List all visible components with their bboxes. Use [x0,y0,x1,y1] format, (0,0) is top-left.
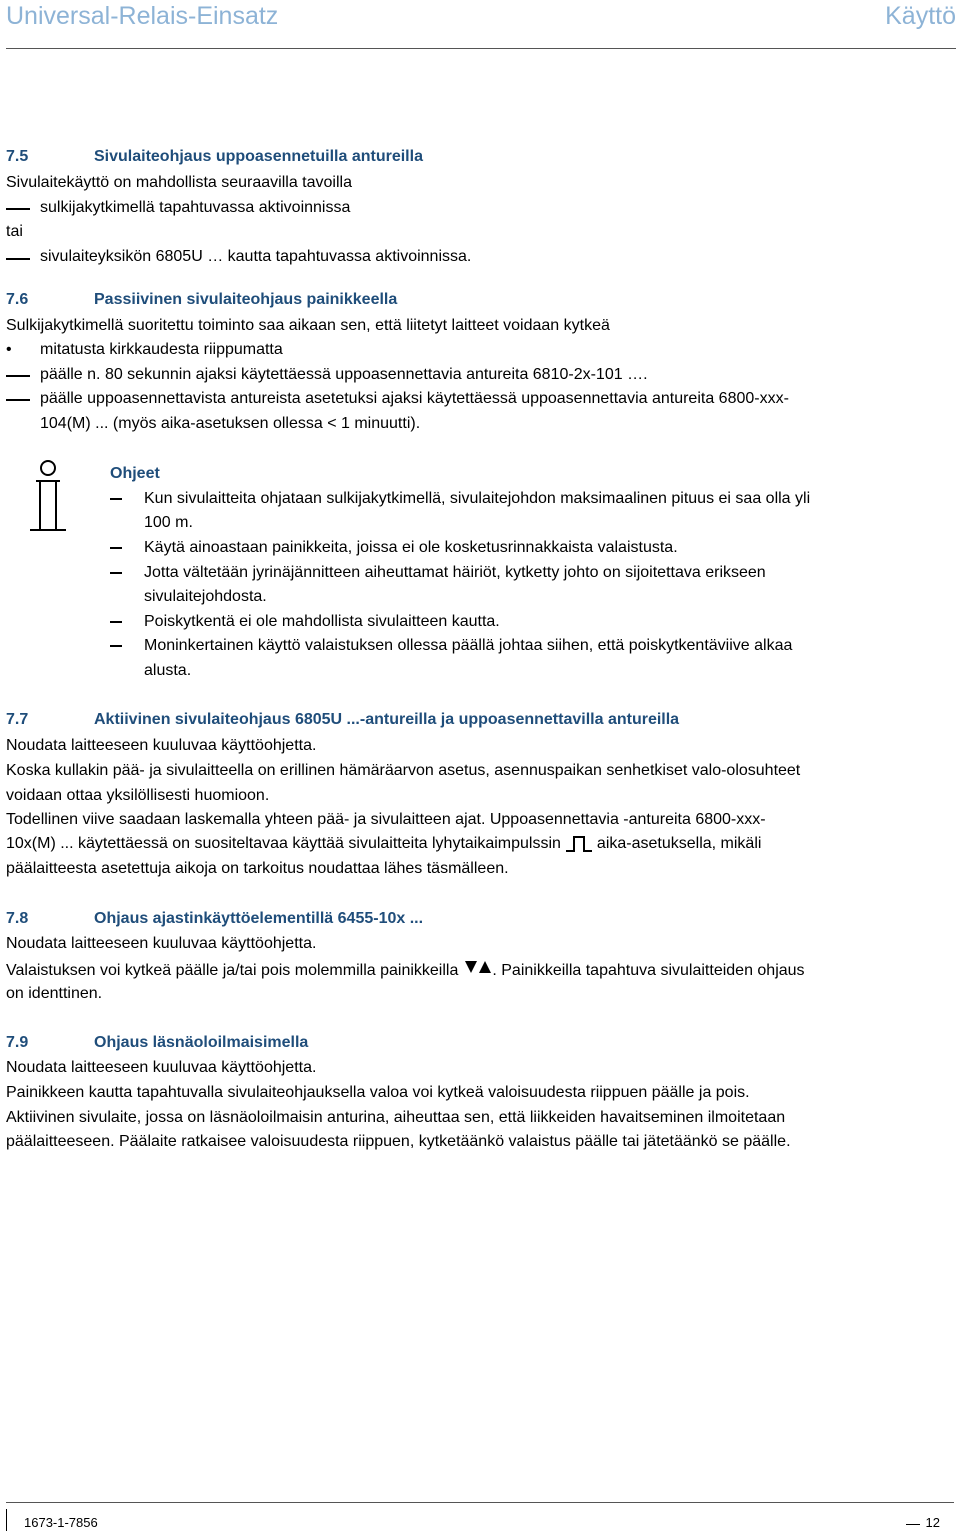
up-down-arrows-icon [464,959,492,975]
paragraph: Sivulaitekäyttö on mahdollista seuraavilla tavoilla [6,174,352,191]
section-title: Ohjaus ajastinkäyttöelementillä 6455-10x ... [94,910,424,927]
text-before-icon: Valaistuksen voi kytkeä päälle ja/tai pois molemmilla painikkeilla [6,962,459,979]
section-title: Aktiivinen sivulaiteohjaus 6805U ...-antureilla ja uppoasennettavilla antureilla [94,711,680,728]
section-title: Passiivinen sivulaiteohjaus painikkeella [94,291,398,308]
dash-bullet [6,399,30,401]
list-item: mitatusta kirkkaudesta riippumatta [40,341,283,358]
dash-bullet [110,621,122,623]
section-number: 7.9 [6,1034,29,1051]
section-7-7-heading [6,710,679,730]
dash-bullet [110,572,122,574]
text-before-icon: 10x(M) ... käytettäessä on suositeltavaa käyttää sivulaitteita lyhytaikaimpulssin [6,835,561,852]
section-number: 7.5 [6,148,29,165]
notes-title: Ohjeet [110,465,160,482]
note-item: Moninkertainen käyttö valaistuksen ollessa päällä johtaa siihen, että poiskytkentäviive alkaa [144,637,793,654]
dash-bullet [6,375,30,377]
note-item: Jotta vältetään jyrinäjännitteen aiheuttamat häiriöt, kytketty johto on sijoitettava erikseen [144,564,766,581]
section-number: 7.7 [6,711,29,728]
dash-bullet [110,547,122,549]
dash-bullet [6,258,30,260]
list-item: sulkijakytkimellä tapahtuvassa aktivoinnissa [40,199,351,216]
section-7-8-heading [6,909,423,929]
dash-bullet [110,498,122,500]
section-title: Sivulaiteohjaus uppoasennetuilla antureilla [94,148,423,165]
page-header [6,0,956,49]
note-item: Poiskytkentä ei ole mahdollista sivulaitteen kautta. [144,613,500,630]
page-number: 12 [925,1515,940,1530]
paragraph: Aktiivinen sivulaite, jossa on läsnäoloilmaisin anturina, aiheuttaa sen, että liikkeiden havaitseminen ilmoitetaan [6,1109,786,1126]
note-item: Käytä ainoastaan painikkeita, joissa ei ole kosketusrinnakkaista valaistusta. [144,539,678,556]
paragraph: Painikkeen kautta tapahtuvalla sivulaiteohjauksella valoa voi kytkeä valoisuudesta riippuen päälle ja pois. [6,1084,750,1101]
header-section: Käyttö [885,2,956,30]
section-number: 7.8 [6,910,29,927]
list-item-continuation: 104(M) ... (myös aika-asetuksen ollessa < 1 minuutti). [40,415,421,432]
paragraph: Sulkijakytkimellä suoritettu toiminto saa aikaan sen, että liitetyt laitteet voidaan kytkeä [6,317,610,334]
paragraph: Todellinen viive saadaan laskemalla yhteen pää- ja sivulaitteen ajat. Uppoasennettavia -antureita 6800-xxx- [6,811,766,828]
paragraph-continuation: päälaitteeseen. Päälaite ratkaisee valoisuudesta riippuen, kytketäänkö valaistus päälle tai jätetäänkö se päälle. [6,1133,791,1150]
paragraph-continuation: voidaan ottaa yksilöllisesti huomioon. [6,787,270,804]
section-7-5-heading [6,147,423,167]
page-number-line [906,1524,920,1525]
paragraph-with-icon [6,834,761,854]
section-7-9-heading [6,1033,308,1053]
paragraph: tai [6,223,23,240]
footer-rule [6,1502,954,1503]
text-after-icon: . Painikkeilla tapahtuva sivulaitteiden ohjaus [492,962,805,979]
paragraph: Noudata laitteeseen kuuluvaa käyttöohjetta. [6,1059,317,1076]
list-item: päälle n. 80 sekunnin ajaksi käytettäessä uppoasennettavia antureita 6810-2x-101 …. [40,366,648,383]
paragraph: Noudata laitteeseen kuuluvaa käyttöohjetta. [6,737,317,754]
list-item: päälle uppoasennettavista antureista asetetuksi ajaksi käytettäessä uppoasennettavia antureita 6800-xxx- [40,390,789,407]
note-item: Kun sivulaitteita ohjataan sulkijakytkimellä, sivulaitejohdon maksimaalinen pituus ei saa olla yli [144,490,811,507]
paragraph: Noudata laitteeseen kuuluvaa käyttöohjetta. [6,935,317,952]
text-after-icon: aika-asetuksella, mikäli [596,835,762,852]
note-item-continuation: sivulaitejohdosta. [144,588,267,605]
section-7-6-heading [6,290,397,310]
document-number: 1673-1-7856 [24,1515,98,1530]
paragraph-continuation: on identtinen. [6,985,103,1002]
header-title: Universal-Relais-Einsatz [6,2,279,30]
paragraph-with-icon [6,959,805,981]
dash-bullet [6,208,30,210]
paragraph: Koska kullakin pää- ja sivulaitteella on erillinen hämäräarvon asetus, asennuspaikan senhetkiset valo-olosuhteet [6,762,801,779]
note-item-continuation: alusta. [144,662,192,679]
note-item-continuation: 100 m. [144,514,193,531]
dash-bullet [110,645,122,647]
bullet-symbol: • [6,341,12,358]
footer-separator [6,1509,7,1531]
paragraph-continuation: päälaitteesta asetettuja aikoja on tarkoitus noudattaa lähes täsmälleen. [6,860,509,877]
info-person-icon [28,459,68,533]
list-item: sivulaiteyksikön 6805U … kautta tapahtuvassa aktivoinnissa. [40,248,472,265]
section-title: Ohjaus läsnäoloilmaisimella [94,1034,309,1051]
section-number: 7.6 [6,291,29,308]
pulse-signal-icon [565,835,593,853]
